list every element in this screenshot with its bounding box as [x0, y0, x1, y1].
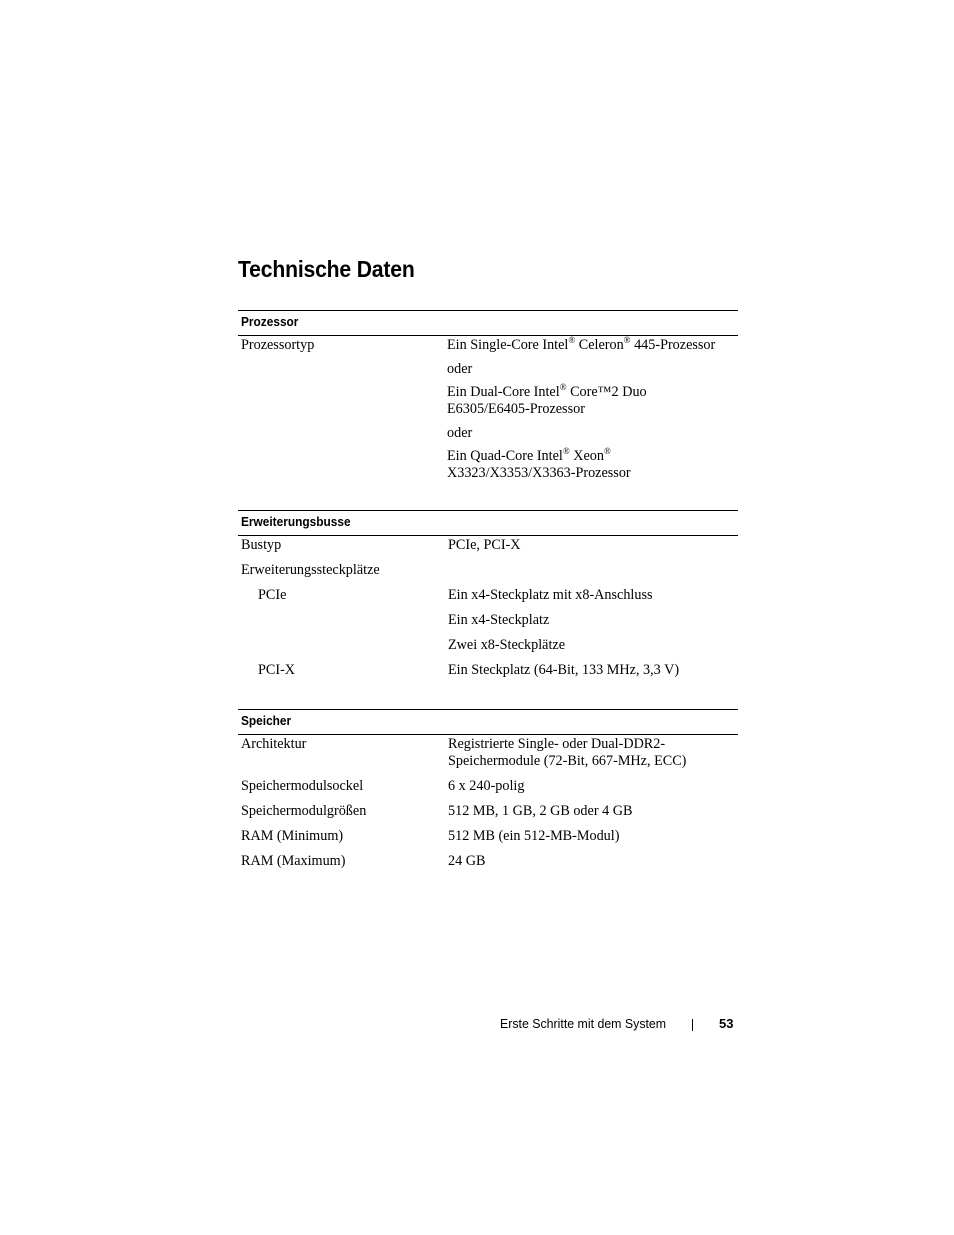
spec-value: Ein Steckplatz (64-Bit, 133 MHz, 3,3 V) [448, 662, 680, 678]
spec-value: oder [447, 361, 473, 377]
footer-chapter: Erste Schritte mit dem System [500, 1016, 667, 1031]
section-title: Speicher [241, 714, 292, 728]
spec-value: Ein Single-Core Intel® Celeron® 445-Prozessor [447, 335, 716, 353]
spec-value: Ein x4-Steckplatz mit x8-Anschluss [448, 587, 653, 603]
section-prozessor [238, 310, 738, 481]
section-header [238, 310, 738, 336]
spec-value: Zwei x8-Steckplätze [448, 637, 565, 653]
spec-value: Ein Quad-Core Intel® Xeon® X3323/X3353/X3363-Prozessor [447, 446, 631, 481]
spec-value: PCIe, PCI-X [448, 537, 521, 553]
spec-value: 24 GB [448, 853, 486, 869]
section-speicher [238, 709, 738, 869]
spec-label: RAM (Maximum) [241, 853, 346, 869]
spec-label: Architektur [241, 736, 307, 752]
spec-label: Speichermodulsockel [241, 778, 364, 794]
spec-label: Erweiterungssteckplätze [241, 562, 380, 578]
spec-value: Ein Dual-Core Intel® Core™2 Duo E6305/E6405-Prozessor [447, 382, 647, 417]
section-erweiterungsbusse [238, 510, 738, 678]
spec-label: Speichermodulgrößen [241, 803, 367, 819]
spec-value: 512 MB, 1 GB, 2 GB oder 4 GB [448, 803, 633, 819]
section-title: Prozessor [241, 315, 299, 329]
spec-label: PCI-X [258, 662, 296, 678]
page-number: 53 [719, 1016, 734, 1031]
spec-label: Bustyp [241, 537, 282, 553]
footer-divider [692, 1019, 693, 1031]
section-header [238, 709, 738, 735]
spec-value: Registrierte Single- oder Dual-DDR2- Speichermodule (72-Bit, 667-MHz, ECC) [448, 736, 687, 769]
spec-value: 512 MB (ein 512-MB-Modul) [448, 828, 620, 844]
section-title: Erweiterungsbusse [241, 515, 351, 529]
spec-value: oder [447, 425, 473, 441]
spec-label: PCIe [258, 587, 287, 603]
spec-value: 6 x 240-polig [448, 778, 525, 794]
spec-label: RAM (Minimum) [241, 828, 344, 844]
page-title: Technische Daten [238, 256, 415, 282]
spec-label: Prozessortyp [241, 337, 315, 353]
spec-value: Ein x4-Steckplatz [448, 612, 550, 628]
section-header [238, 510, 738, 536]
